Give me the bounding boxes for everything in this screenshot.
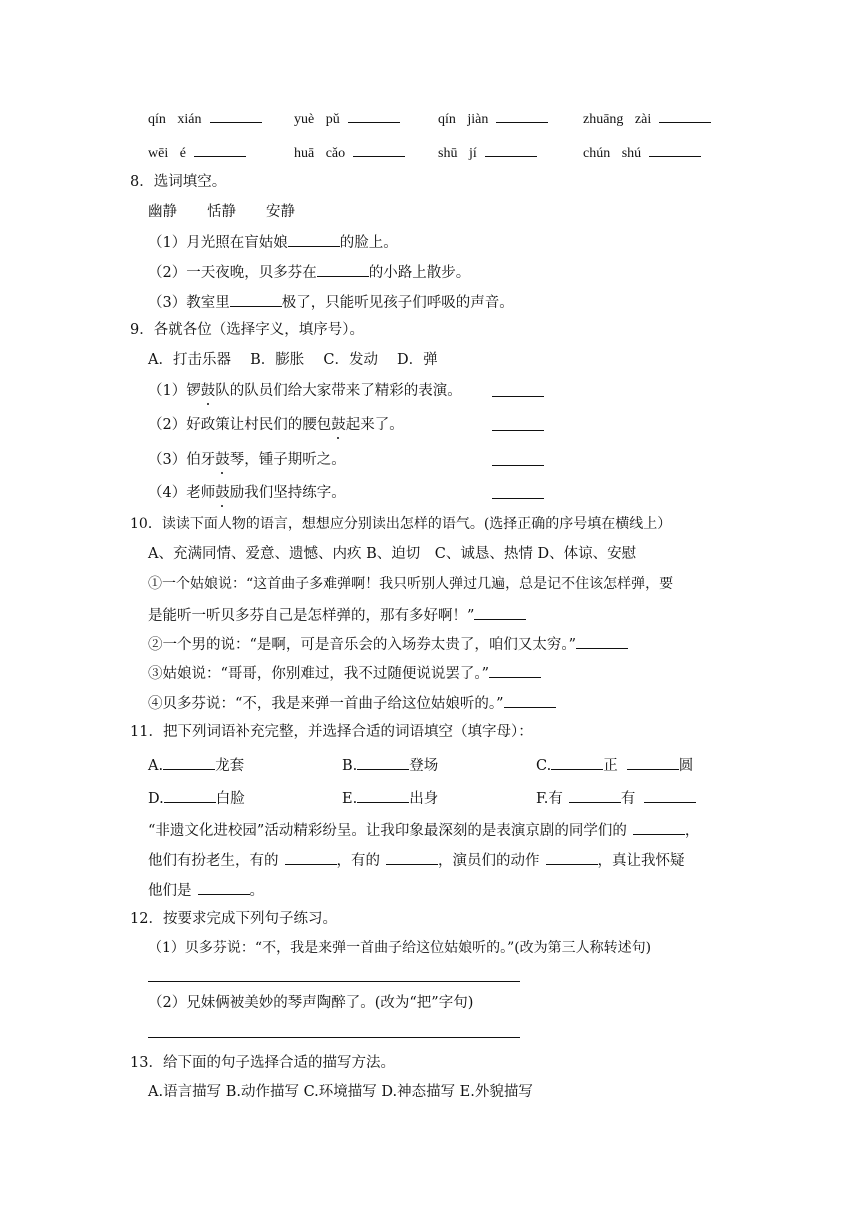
pinyin-item bbox=[148, 107, 262, 128]
question-9-title: 9．各就各位（选择字义，填序号）。 bbox=[130, 322, 364, 338]
answer-blank[interactable] bbox=[496, 107, 548, 123]
q12-item-1: （1）贝多芬说：“不，我是来弹一首曲子给这位姑娘听的。”(改为第三人称转述句) bbox=[148, 940, 652, 956]
pinyin-text: wēi é bbox=[148, 146, 186, 161]
q8-item-1: （1）月光照在盲姑娘 的脸上。 bbox=[148, 231, 398, 253]
word-choices bbox=[148, 202, 295, 222]
q10-item-1-line-1: ①一个姑娘说：“这首曲子多难弹啊！我只听别人弹过几遍，总是记不住该怎样弹，要 bbox=[148, 576, 674, 592]
answer-line[interactable] bbox=[148, 1037, 520, 1038]
answer-blank[interactable] bbox=[659, 107, 711, 123]
q12-item-2: （2）兄妹俩被美妙的琴声陶醉了。(改为“把”字句) bbox=[148, 995, 474, 1011]
answer-blank[interactable] bbox=[198, 879, 250, 895]
dotted-char: 鼓 bbox=[215, 452, 230, 468]
answer-blank[interactable] bbox=[210, 107, 262, 123]
answer-blank[interactable] bbox=[485, 141, 537, 157]
idiom-f: F.有 有 bbox=[536, 787, 696, 809]
answer-blank[interactable] bbox=[492, 415, 544, 431]
answer-blank[interactable] bbox=[633, 819, 685, 835]
answer-blank[interactable] bbox=[357, 754, 409, 770]
word-choice: 恬静 bbox=[207, 204, 236, 220]
answer-line[interactable] bbox=[148, 981, 520, 982]
question-8-title: 8．选词填空。 bbox=[130, 174, 227, 190]
q10-item-1-line-2: 是能听一听贝多芬自己是怎样弹的，那有多好啊！” bbox=[148, 604, 526, 626]
dotted-char: 鼓 bbox=[331, 417, 346, 433]
answer-blank[interactable] bbox=[569, 787, 621, 803]
question-11-title: 11．把下列词语补充完整，并选择合适的词语填空（填字母）： bbox=[130, 724, 533, 740]
idiom-a: A. 龙套 bbox=[148, 754, 244, 776]
pinyin-item bbox=[438, 107, 548, 128]
answer-blank[interactable] bbox=[194, 141, 246, 157]
pinyin-text: qín jiàn bbox=[438, 112, 489, 127]
q11-paragraph-line-2: 他们有扮老生，有的 ，有的 ，演员们的动作 ，真让我怀疑 bbox=[148, 849, 685, 871]
pinyin-item bbox=[294, 141, 405, 162]
answer-blank[interactable] bbox=[489, 662, 541, 678]
answer-blank[interactable] bbox=[164, 787, 216, 803]
answer-blank[interactable] bbox=[285, 849, 337, 865]
q9-item-1: （1）锣鼓队的队员们给大家带来了精彩的表演。 bbox=[148, 383, 462, 399]
q10-options: A、充满同情、爱意、遗憾、内疚 B、迫切 C、诚恳、热情 D、体谅、安慰 bbox=[148, 546, 637, 562]
idiom-e: E. 出身 bbox=[342, 787, 438, 809]
dotted-char: 鼓 bbox=[215, 485, 230, 501]
answer-blank[interactable] bbox=[230, 291, 282, 307]
answer-blank[interactable] bbox=[288, 231, 340, 247]
q10-item-4: ④贝多芬说：“不，我是来弹一首曲子给这位姑娘听的。” bbox=[148, 692, 556, 714]
answer-blank[interactable] bbox=[492, 381, 544, 397]
pinyin-item bbox=[583, 141, 701, 162]
pinyin-text: zhuāng zài bbox=[583, 112, 652, 127]
idiom-c: C. 正 圆 bbox=[536, 754, 693, 776]
pinyin-text: shū jí bbox=[438, 146, 477, 161]
answer-blank[interactable] bbox=[546, 849, 598, 865]
answer-blank[interactable] bbox=[163, 754, 215, 770]
answer-blank[interactable] bbox=[386, 849, 438, 865]
q9-options: A．打击乐器 B．膨胀 C．发动 D．弹 bbox=[148, 352, 438, 368]
q9-item-3: （3）伯牙鼓琴，锺子期听之。 bbox=[148, 452, 346, 468]
q10-item-3: ③姑娘说：“哥哥，你别难过，我不过随便说说罢了。” bbox=[148, 662, 541, 684]
answer-blank[interactable] bbox=[317, 261, 369, 277]
word-choice: 幽静 bbox=[148, 204, 177, 220]
q9-item-4: （4）老师鼓励我们坚持练字。 bbox=[148, 485, 346, 501]
answer-blank[interactable] bbox=[551, 754, 603, 770]
answer-blank[interactable] bbox=[353, 141, 405, 157]
q13-options: A.语言描写 B.动作描写 C.环境描写 D.神态描写 E.外貌描写 bbox=[148, 1084, 533, 1100]
idiom-b: B. 登场 bbox=[342, 754, 438, 776]
q11-paragraph-line-3: 他们是 。 bbox=[148, 879, 264, 901]
pinyin-item bbox=[438, 141, 537, 162]
q11-paragraph-line-1: “非遗文化进校园”活动精彩纷呈。让我印象最深刻的是表演京剧的同学们的 ， bbox=[148, 819, 699, 841]
pinyin-text: yuè pǔ bbox=[294, 112, 340, 127]
answer-blank[interactable] bbox=[649, 141, 701, 157]
answer-blank[interactable] bbox=[492, 450, 544, 466]
answer-blank[interactable] bbox=[504, 692, 556, 708]
pinyin-text: qín xián bbox=[148, 112, 202, 127]
pinyin-item bbox=[583, 107, 711, 128]
pinyin-item bbox=[294, 107, 400, 128]
answer-blank[interactable] bbox=[644, 787, 696, 803]
pinyin-item bbox=[148, 141, 246, 162]
dotted-char: 鼓 bbox=[200, 383, 216, 399]
answer-blank[interactable] bbox=[576, 633, 628, 649]
answer-blank[interactable] bbox=[474, 604, 526, 620]
q8-item-3: （3）教室里 极了，只能听见孩子们呼吸的声音。 bbox=[148, 291, 514, 313]
q10-item-2: ②一个男的说：“是啊，可是音乐会的入场券太贵了，咱们又太穷。” bbox=[148, 633, 628, 655]
answer-blank[interactable] bbox=[492, 483, 544, 499]
question-12-title: 12．按要求完成下列句子练习。 bbox=[130, 911, 337, 927]
question-13-title: 13．给下面的句子选择合适的描写方法。 bbox=[130, 1055, 395, 1071]
word-choice: 安静 bbox=[266, 204, 295, 220]
q9-item-2: （2）好政策让村民们的腰包鼓起来了。 bbox=[148, 417, 404, 433]
answer-blank[interactable] bbox=[348, 107, 400, 123]
answer-blank[interactable] bbox=[627, 754, 679, 770]
pinyin-text: huā cǎo bbox=[294, 146, 346, 161]
pinyin-text: chún shú bbox=[583, 146, 642, 161]
idiom-d: D. 白脸 bbox=[148, 787, 245, 809]
answer-blank[interactable] bbox=[357, 787, 409, 803]
q8-item-2: （2）一天夜晚，贝多芬在 的小路上散步。 bbox=[148, 261, 470, 283]
question-10-title: 10．读读下面人物的语言，想想应分别读出怎样的语气。(选择正确的序号填在横线上） bbox=[130, 516, 672, 532]
